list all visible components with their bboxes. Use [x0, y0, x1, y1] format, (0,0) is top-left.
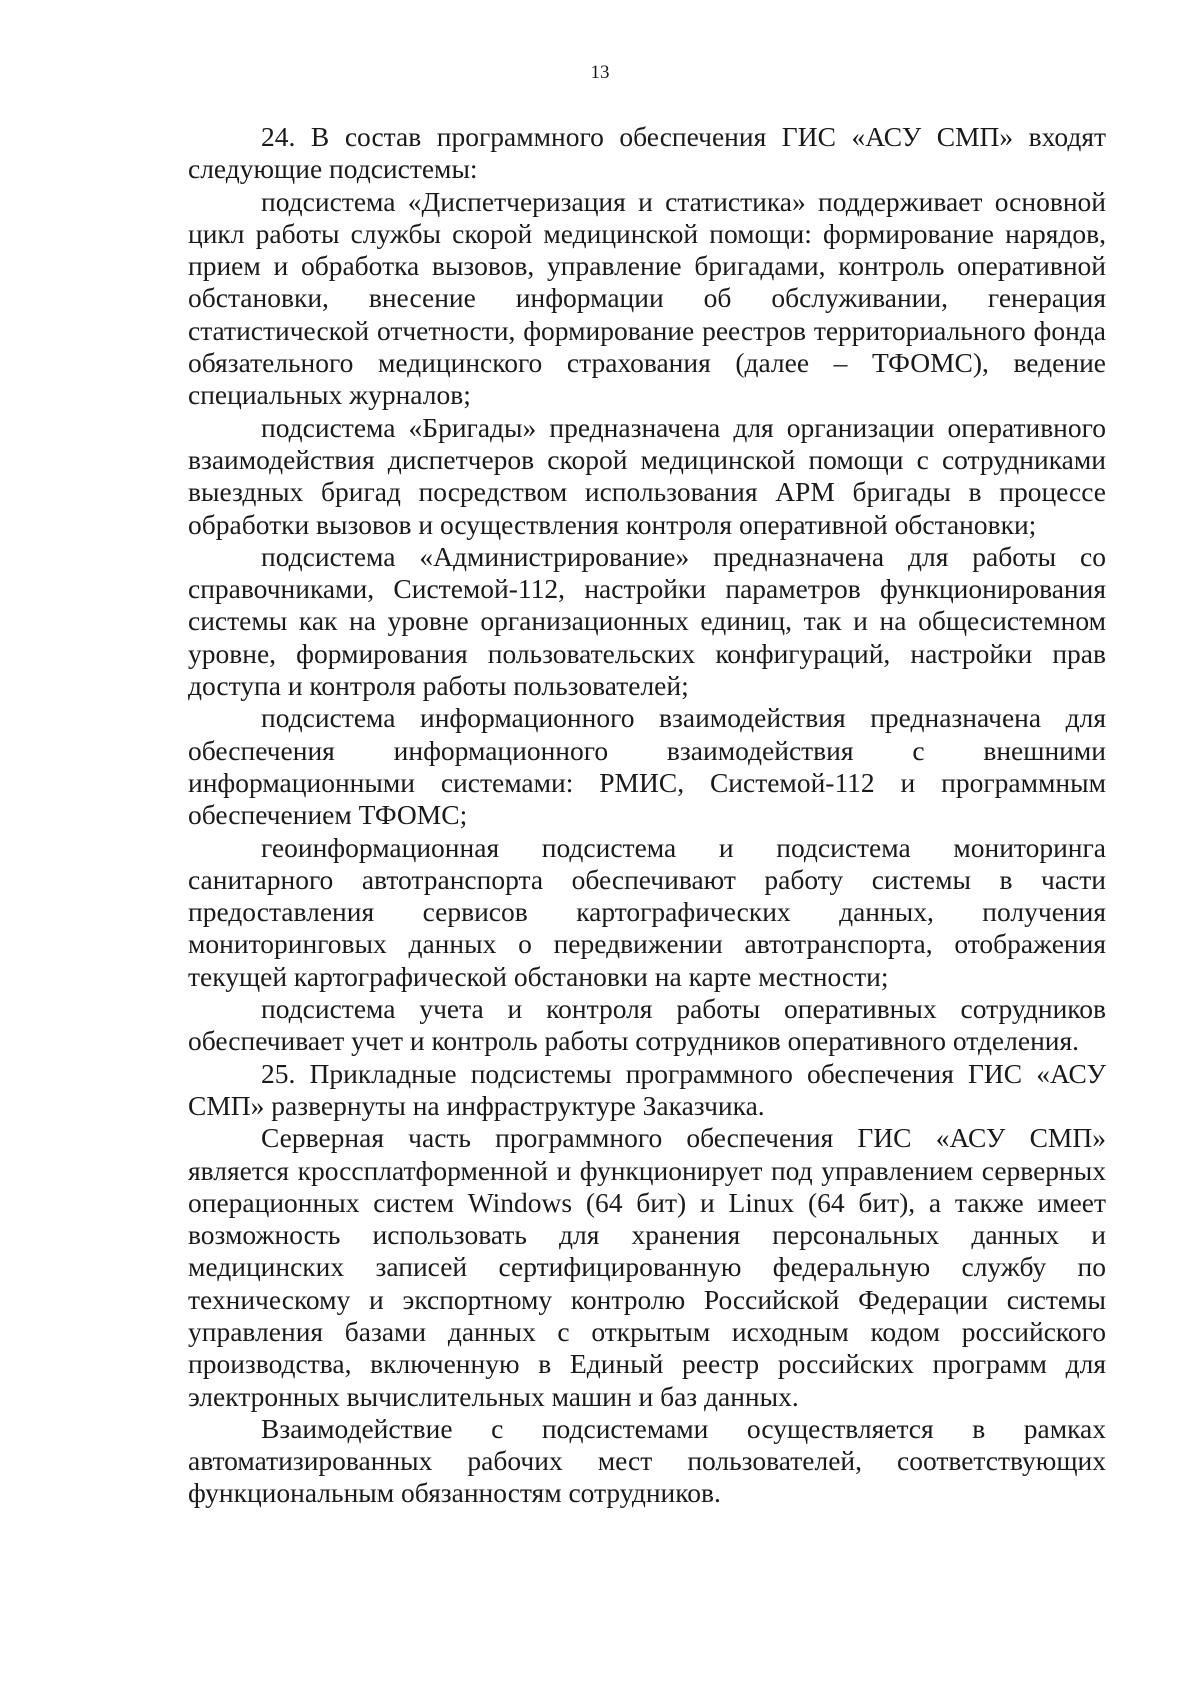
paragraph-server-part: Серверная часть программного обеспечения ГИС «АСУ СМП» является кроссплатформенной и функционирует под управлением серверных операционных систем Windows (64 бит) и Linux (64 бит), а также имеет возможность использовать для хранения персональных данных и медицинских записей сертифицированную федеральную службу по техническому и экспортному контролю Российской Федерации системы управления базами данных с открытым исходным кодом российского производства, включенную в Единый реестр российских программ для электронных вычислительных машин и баз данных.: [188, 1122, 1106, 1412]
page-number: 13: [590, 62, 610, 83]
paragraph-geoinformation: геоинформационная подсистема и подсистема мониторинга санитарного автотранспорта обеспечивают работу системы в части предоставления сервисов картографических данных, получения мониторинговых данных о передвижении автотранспорта, отображения текущей картографической обстановки на карте местности;: [188, 831, 1106, 992]
paragraph-information-interaction: подсистема информационного взаимодействия предназначена для обеспечения информационного взаимодействия с внешними информационными системами: РМИС, Системой-112 и программным обеспечением ТФОМС;: [188, 702, 1106, 831]
paragraph-dispatch-statistics: подсистема «Диспетчеризация и статистика» поддерживает основной цикл работы службы скорой медицинской помощи: формирование нарядов, прием и обработка вызовов, управление бригадами, контроль оперативной обстановки, внесение информации об обслуживании, генерация статистической отчетности, формирование реестров территориального фонда обязательного медицинского страхования (далее – ТФОМС), ведение специальных журналов;: [188, 185, 1106, 411]
paragraph-administration: подсистема «Администрирование» предназначена для работы со справочниками, Системой-112, настройки параметров функционирования системы как на уровне организационных единиц, так и на общесистемном уровне, формирования пользовательских конфигураций, настройки прав доступа и контроля работы пользователей;: [188, 540, 1106, 702]
paragraph-25-infrastructure: 25. Прикладные подсистемы программного обеспечения ГИС «АСУ СМП» развернуты на инфраструктуре Заказчика.: [188, 1057, 1106, 1121]
document-body: [188, 121, 1106, 1510]
paragraph-staff-control: подсистема учета и контроля работы оперативных сотрудников обеспечивает учет и контроль работы сотрудников оперативного отделения.: [188, 993, 1106, 1057]
paragraph-workstations: Взаимодействие с подсистемами осуществляется в рамках автоматизированных рабочих мест пользователей, соответствующих функциональным обязанностям сотрудников.: [188, 1412, 1106, 1509]
paragraph-brigades: подсистема «Бригады» предназначена для организации оперативного взаимодействия диспетчеров скорой медицинской помощи с сотрудниками выездных бригад посредством использования АРМ бригады в процессе обработки вызовов и осуществления контроля оперативной обстановки;: [188, 411, 1106, 540]
paragraph-24-intro: 24. В состав программного обеспечения ГИС «АСУ СМП» входят следующие подсистемы:: [188, 121, 1106, 185]
